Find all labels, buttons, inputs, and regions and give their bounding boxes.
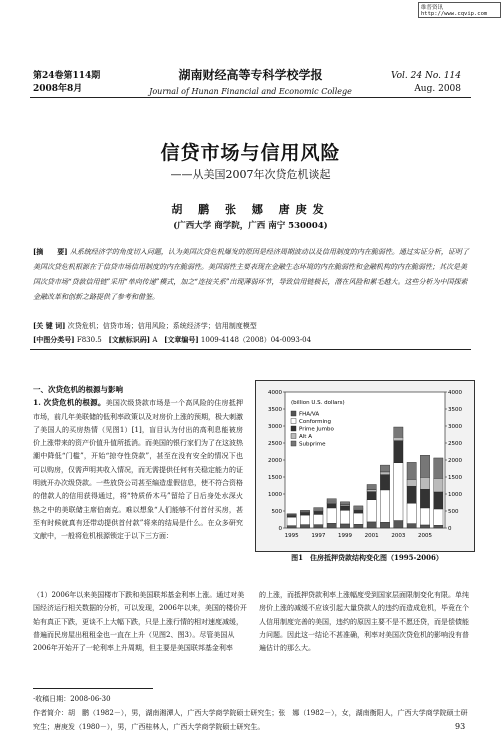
page-number: 93	[455, 722, 466, 731]
legend-swatch	[291, 411, 296, 416]
subsection-heading: 1. 次贷危机的根源。	[33, 398, 106, 408]
bar-segment	[434, 509, 443, 525]
y-tick-label: 4000	[268, 390, 282, 396]
bar-segment	[420, 525, 429, 528]
bar-segment	[420, 477, 429, 489]
y-tick-label: 2500	[268, 441, 282, 447]
header-rule	[30, 97, 471, 98]
bar-segment	[380, 472, 389, 475]
y-tick-label: 3500	[268, 407, 282, 413]
bar-segment	[407, 462, 416, 479]
bar-segment	[394, 463, 403, 521]
bar-segment	[340, 506, 349, 510]
abstract-rule	[30, 349, 471, 350]
bar-segment	[394, 441, 403, 463]
y-tick-label: 1500	[268, 475, 282, 481]
bar-segment	[434, 478, 443, 492]
bar-segment	[367, 500, 376, 522]
bar-segment	[314, 525, 323, 528]
bar-segment	[314, 514, 323, 524]
footnote-rule	[33, 688, 153, 689]
y-tick-label: 0	[448, 526, 452, 532]
legend-label: Conforming	[299, 419, 332, 425]
bar-segment	[367, 484, 376, 489]
doc-code-label: [文献标识码]	[108, 335, 151, 344]
classification-label: [中图分类号]	[33, 335, 75, 344]
bar-segment	[394, 521, 403, 528]
paragraph: 的上涨，而抵押贷款利率上涨幅度受到国家层面限制变化有限。单纯房价上涨的减缓不应该引起大量贷款人的违约而造成危机，毕竟在个人信用制度完善的美国，违约的原因主要不是不愿还贷，而是偿债能力问题。因此这一结论不甚准确，利率对美国次贷危机的影响没有普遍估计的那么大。	[259, 591, 469, 653]
bar-segment	[367, 490, 376, 492]
section-heading: 一、次贷危机的根源与影响	[33, 385, 123, 394]
bar-segment	[340, 505, 349, 506]
bar-segment	[287, 526, 296, 528]
article-id-text: 1009-4148（2008）04-0093-04	[200, 336, 312, 344]
x-tick-label: 2005	[418, 533, 432, 539]
classification-text: F830.5	[76, 336, 102, 344]
paragraph: （1）2006年以来美国楼市下跌和美国联邦基金利率上涨。通过对美国经济运行相关数据的分析，可以发现，2006年以来，美国的楼价开始有真正下跌，更谈不上大幅下跌，只是上涨行情的相对速度减缓，普遍而民房屋出租租金也一直在上升（见图2、图3）。尽管美国从2006年开始开了一轮利率上升周期，但主要是美国联邦基金利率	[33, 591, 247, 653]
legend-label: Prime Jumbo	[299, 426, 334, 433]
x-tick-label: 1999	[338, 533, 352, 539]
y-tick-label: 2000	[448, 458, 462, 464]
x-tick-label: 2003	[391, 533, 406, 539]
received-date: ·收稿日期：2008-06-30	[33, 695, 111, 703]
bar-segment	[314, 508, 323, 511]
journal-name-en: Journal of Hunan Financial and Economic College	[149, 87, 352, 96]
bar-segment	[354, 506, 363, 508]
bar-segment	[327, 504, 336, 508]
figure-caption: 图1 住房抵押贷款结构变化图（1995-2006）	[291, 553, 443, 562]
y-tick-label: 3000	[448, 424, 462, 430]
bar-segment	[327, 499, 336, 502]
legend-swatch	[291, 426, 296, 431]
y-tick-label: 1500	[448, 475, 462, 481]
y-tick-label: 3500	[448, 407, 462, 413]
bar-segment	[354, 513, 363, 524]
bar-segment	[340, 502, 349, 505]
bar-segment	[287, 515, 296, 517]
bar-segment	[380, 522, 389, 528]
legend-swatch	[291, 419, 296, 424]
bar-segment	[327, 523, 336, 528]
bar-segment	[300, 515, 309, 525]
abstract-text: 从系统经济学的角度切入问题，认为美国次贷危机爆发的原因是经济周期波动以及信用制度的内在脆弱性。通过实证分析，证明了美国次贷危机根源在于信贷市场信用制度的内在脆弱性。美国弱性主要表现在金融生态环境的内在脆弱性和金融机构的内在脆弱性；其次是美国次贷市场“贷款信用链”采用“单向传递”模式，加之“连接关系”出现薄弱环节，导致信用链极长，潜在风险和累毛越大。这些分析为中国探索金融改革和创新之路提供了参考和借鉴。	[33, 248, 469, 301]
bar-segment	[420, 455, 429, 477]
y-tick-label: 2000	[268, 458, 282, 464]
mortgage-chart	[255, 380, 475, 552]
bar-segment	[380, 490, 389, 522]
keywords-label: [关 键 词]	[33, 321, 66, 330]
x-tick-label: 2001	[364, 533, 379, 539]
bar-segment	[287, 517, 296, 526]
legend-swatch	[291, 441, 296, 446]
y-tick-label: 2500	[448, 441, 462, 447]
x-tick-label: 1995	[284, 533, 299, 539]
bar-segment	[354, 524, 363, 528]
paragraph-text: 美国次级贷款市场是一个高风险的住房抵押市场，前几年美联储的低利率政策以及对房价上涨的预期，极大刺激了美国人的买房热情（见图1）[1]，盲目认为付出的高利息能被房价上涨带来的资产价值升值所抵消。而美国的银行家们为了在这波热潮中降低“门槛”，开始“掠夺性贷款”，甚至在没有安全的情况下也可以购房，仅需声明其收入情况，而无需提供任何有关稳定能力的证明就开办次级贷款。一些放贷公司甚至编造虚假信息，使不符合资格的借款人的信用获得通过，将“特质侨木马”留给了日后身处水深火热之中的美联储主席伯南克。难以想象“人们能够不付首付买房，甚至有时候就真有还带动提供首付款”将来的结局是什么。在众多研究文献中，一般将危机根源锁定于以下三方面：	[33, 399, 243, 541]
bar-segment	[434, 458, 443, 478]
y-tick-label: 1000	[448, 492, 462, 498]
bar-segment	[394, 427, 403, 437]
bar-segment	[380, 475, 389, 490]
issue-info-en	[391, 70, 461, 96]
abstract-label: [摘 要]	[33, 247, 68, 256]
bar-segment	[354, 508, 363, 509]
legend-label: Alt A	[299, 434, 312, 440]
author-bio: 作者简介：胡 鹏（1982－），男，湖南湘潭人，广西大学商学院硕士研究生；张 娜（1982－），女，湖南衡阳人，广西大学商学院硕士研究生；唐庚发（1980－），男，广西桂林人，广西大学商学院硕士研究生。	[33, 709, 468, 731]
bar-segment	[327, 508, 336, 523]
bar-segment	[420, 508, 429, 525]
volume-cn: 第24卷第114期	[33, 71, 101, 81]
y-tick-label: 3000	[268, 424, 282, 430]
bar-segment	[340, 524, 349, 528]
footnote	[33, 692, 470, 734]
y-tick-label: 4000	[448, 390, 462, 396]
bar-segment	[314, 511, 323, 514]
bar-segment	[300, 513, 309, 515]
bar-segment	[300, 525, 309, 528]
keywords-block	[33, 319, 470, 347]
affiliation: (广西大学 商学院，广西 南宁 530004)	[173, 221, 328, 231]
x-tick-label: 1997	[311, 533, 326, 539]
y-tick-label: 1000	[268, 492, 282, 498]
body-left-column	[33, 383, 243, 544]
legend-swatch	[291, 434, 296, 439]
y-tick-label: 500	[271, 509, 282, 515]
bar-segment	[407, 486, 416, 503]
bar-segment	[380, 465, 389, 472]
bar-segment	[367, 492, 376, 500]
bar-segment	[407, 479, 416, 486]
classification-line	[33, 333, 470, 347]
bar-segment	[394, 437, 403, 440]
bar-segment	[327, 502, 336, 503]
chart-title: (billion U.S. dollars)	[291, 400, 345, 406]
date-cn: 2008年8月	[33, 84, 83, 94]
article-subtitle: ——从美国2007年次贷危机谈起	[170, 168, 331, 181]
bar-segment	[354, 510, 363, 513]
bar-segment	[367, 522, 376, 528]
watermark: 维普资讯 http://www.cqvip.com	[418, 2, 501, 18]
doc-code-text: A	[152, 336, 158, 344]
bar-segment	[420, 489, 429, 508]
date-en: Aug. 2008	[414, 84, 461, 94]
article-title: 信贷市场与信用风险	[160, 142, 341, 164]
keywords-line	[33, 319, 470, 333]
bar-segment	[407, 503, 416, 523]
journal-name-cn: 湖南财经高等专科学校学报	[178, 68, 323, 82]
legend-label: Subprime	[299, 441, 326, 448]
paragraph	[33, 396, 243, 543]
bar-segment	[287, 514, 296, 515]
authors: 胡 鹏 张 娜 唐庚发	[171, 203, 330, 216]
bar-segment	[340, 510, 349, 524]
y-tick-label: 0	[278, 526, 282, 532]
bar-segment	[434, 492, 443, 509]
keywords-text: 次贷危机；信贷市场；信用风险；系统经济学；信用制度模型	[67, 322, 257, 330]
article-id-label: [文章编号]	[164, 335, 199, 344]
bar-segment	[434, 525, 443, 528]
y-tick-label: 500	[448, 509, 459, 515]
abstract	[33, 244, 470, 305]
bar-segment	[407, 524, 416, 528]
bar-segment	[300, 510, 309, 512]
legend-label: FHA/VA	[299, 411, 320, 418]
volume-en: Vol. 24 No. 114	[390, 71, 461, 81]
